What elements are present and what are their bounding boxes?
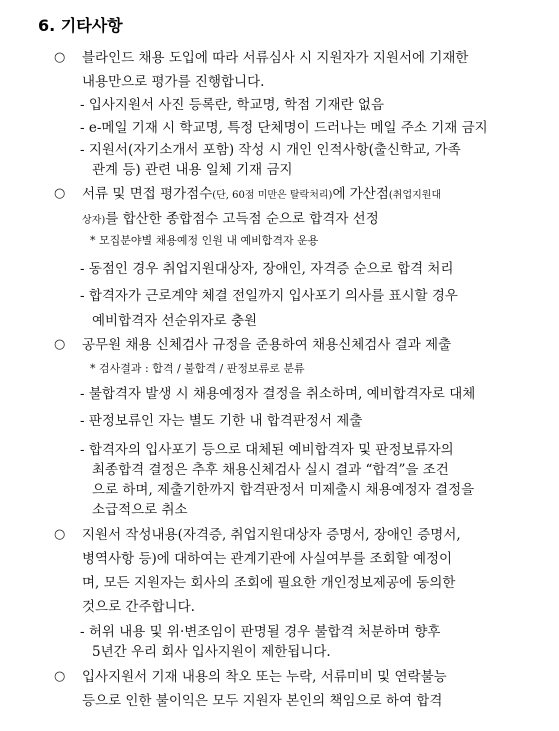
sub-item-withdrawal-1: - 합격자가 근로계약 체결 전일까지 입사포기 의사를 표시할 경우 xyxy=(80,288,458,304)
bullet-icon: ○ xyxy=(54,50,66,65)
sub-item-withdrawal-2: 예비합격자 선순위자로 충원 xyxy=(92,313,258,329)
sub-item-final-2: 최종합격 결정은 추후 채용신체검사 실시 결과 “합격”을 조건 xyxy=(92,462,449,478)
section-title: 6. 기타사항 xyxy=(38,16,123,35)
text-run: 에 가산점 xyxy=(332,186,389,202)
sub-item-email: - e-메일 기재 시 학교명, 특정 단체명이 드러나는 메일 주소 기재 금지 xyxy=(80,120,488,136)
text-run-small: 상자) xyxy=(82,215,106,226)
bullet-icon: ○ xyxy=(54,337,66,352)
bullet-icon: ○ xyxy=(54,669,66,684)
sub-item-final-3: 으로 하며, 제출기한까지 합격판정서 미제출시 채용예정자 결정을 xyxy=(92,482,475,498)
note-reserve-candidates: * 모집분야별 채용예정 인원 내 예비합격자 운용 xyxy=(90,234,319,247)
text-run-small: (단, 60점 미만은 탈락처리) xyxy=(212,190,333,201)
text-run: 서류 및 면접 평가점수 xyxy=(82,186,213,202)
sub-item-false-info-2: 5년간 우리 회사 입사지원이 제한됩니다. xyxy=(92,644,331,660)
bullet-1-line-1: 블라인드 채용 도입에 따라 서류심사 시 지원자가 지원서에 기재한 xyxy=(82,50,469,66)
bullet-4-line-3: 며, 모든 지원자는 회사의 조회에 필요한 개인정보제공에 동의한 xyxy=(82,575,456,591)
bullet-2-line-1 xyxy=(82,184,441,206)
bullet-icon: ○ xyxy=(54,527,66,542)
sub-item-pending: - 판정보류인 자는 별도 기한 내 합격판정서 제출 xyxy=(80,413,363,429)
text-run: 를 합산한 종합점수 고득점 순으로 합격자 선정 xyxy=(105,211,379,227)
note-exam-results: * 검사결과 : 합격 / 불합격 / 판정보류로 분류 xyxy=(90,362,305,375)
sub-item-false-info-1: - 허위 내용 및 위·변조임이 판명될 경우 불합격 처분하며 향후 xyxy=(80,624,441,640)
text-run-small: (취업지원대 xyxy=(388,190,442,201)
bullet-4-line-2: 병역사항 등)에 대하여는 관계기관에 사실여부를 조회할 예정이 xyxy=(82,551,453,567)
bullet-3-line-1: 공무원 채용 신체검사 규정을 준용하여 채용신체검사 결과 제출 xyxy=(82,337,452,353)
sub-item-personal-info-2: 관계 등) 관련 내용 일체 기재 금지 xyxy=(92,162,293,178)
bullet-4-line-4: 것으로 간주합니다. xyxy=(82,599,195,615)
sub-item-final-1: - 합격자의 입사포기 등으로 대체된 예비합격자 및 판정보류자의 xyxy=(80,442,454,458)
bullet-1-line-2: 내용만으로 평가를 진행합니다. xyxy=(82,74,265,90)
bullet-4-line-1: 지원서 작성내용(자격증, 취업지원대상자 증명서, 장애인 증명서, xyxy=(82,527,461,543)
bullet-icon: ○ xyxy=(54,186,66,201)
sub-item-final-4: 소급적으로 취소 xyxy=(92,502,188,518)
sub-item-no-photo: - 입사지원서 사진 등록란, 학교명, 학점 기재란 없음 xyxy=(80,97,385,113)
sub-item-personal-info-1: - 지원서(자기소개서 포함) 작성 시 개인 인적사항(출신학교, 가족 xyxy=(80,142,461,158)
sub-item-tie-break: - 동점인 경우 취업지원대상자, 장애인, 자격증 순으로 합격 처리 xyxy=(80,261,454,277)
sub-item-fail: - 불합격자 발생 시 채용예정자 결정을 취소하며, 예비합격자로 대체 xyxy=(80,386,476,402)
bullet-2-line-2 xyxy=(82,209,379,231)
bullet-5-line-1: 입사지원서 기재 내용의 착오 또는 누락, 서류미비 및 연락불능 xyxy=(82,669,447,685)
bullet-5-line-2: 등으로 인한 불이익은 모두 지원자 본인의 책임으로 하여 합격 xyxy=(82,693,443,709)
